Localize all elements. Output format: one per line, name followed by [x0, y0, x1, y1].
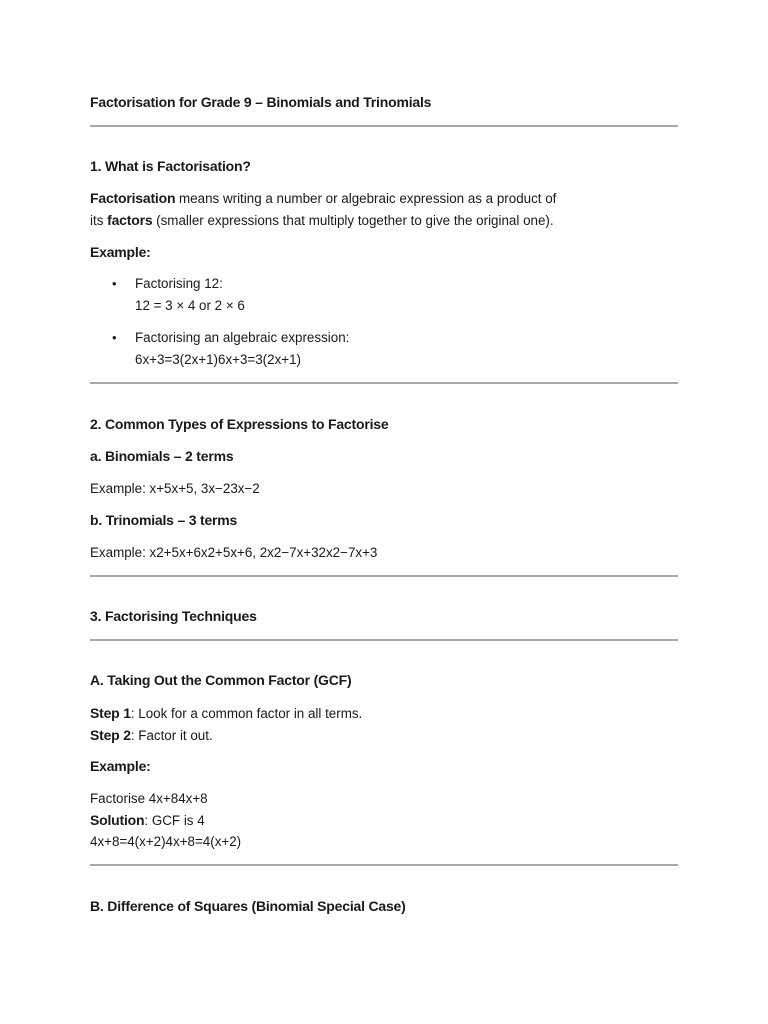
- step-1-label: Step 1: [90, 705, 131, 721]
- solution-label: Solution: [90, 812, 145, 828]
- divider: [90, 639, 678, 641]
- section-1-heading: 1. What is Factorisation?: [90, 158, 251, 174]
- trinomials-subheading: b. Trinomials – 3 terms: [90, 512, 238, 528]
- divider: [90, 382, 678, 384]
- bullet-marker: •: [112, 276, 117, 291]
- example-label: Example:: [90, 244, 151, 260]
- bullet-marker: •: [112, 330, 117, 345]
- definition-text-1: means writing a number or algebraic expression as a product of: [175, 191, 557, 206]
- solution-text: : GCF is 4: [144, 813, 205, 828]
- bullet-2-line-2: 6x+3=3(2x+1)6x+3=3(2x+1): [135, 352, 302, 367]
- step-1: [90, 705, 362, 721]
- binomials-subheading: a. Binomials – 2 terms: [90, 448, 234, 464]
- term-factorisation: Factorisation: [90, 190, 176, 206]
- step-2-label: Step 2: [90, 727, 131, 743]
- bullet-1-line-1: Factorising 12:: [135, 276, 223, 291]
- factorise-line: Factorise 4x+84x+8: [90, 791, 208, 806]
- step-2: [90, 727, 213, 743]
- bullet-2-line-1: Factorising an algebraic expression:: [135, 330, 350, 345]
- solution-line: [90, 812, 205, 828]
- trinomials-example: Example: x2+5x+6x2+5x+6, 2x2−7x+32x2−7x+3: [90, 545, 378, 560]
- definition-text-2: (smaller expressions that multiply together to give the original one).: [152, 213, 554, 228]
- divider: [90, 575, 678, 577]
- divider: [90, 125, 678, 127]
- step-2-text: : Factor it out.: [130, 728, 213, 743]
- definition-line-2: [90, 212, 554, 228]
- definition-pre: its: [90, 213, 108, 228]
- result-line: 4x+8=4(x+2)4x+8=4(x+2): [90, 834, 242, 849]
- definition-line-1: [90, 190, 556, 206]
- difference-of-squares-heading: B. Difference of Squares (Binomial Special Case): [90, 898, 406, 914]
- binomials-example: Example: x+5x+5, 3x−23x−2: [90, 481, 260, 496]
- step-1-text: : Look for a common factor in all terms.: [130, 706, 363, 721]
- section-2-heading: 2. Common Types of Expressions to Factorise: [90, 416, 389, 432]
- bullet-1-line-2: 12 = 3 × 4 or 2 × 6: [135, 298, 245, 313]
- section-3-heading: 3. Factorising Techniques: [90, 608, 257, 624]
- example-label: Example:: [90, 758, 151, 774]
- divider: [90, 864, 678, 866]
- term-factors: factors: [107, 212, 153, 228]
- gcf-heading: A. Taking Out the Common Factor (GCF): [90, 672, 352, 688]
- document-title: Factorisation for Grade 9 – Binomials and Trinomials: [90, 94, 432, 110]
